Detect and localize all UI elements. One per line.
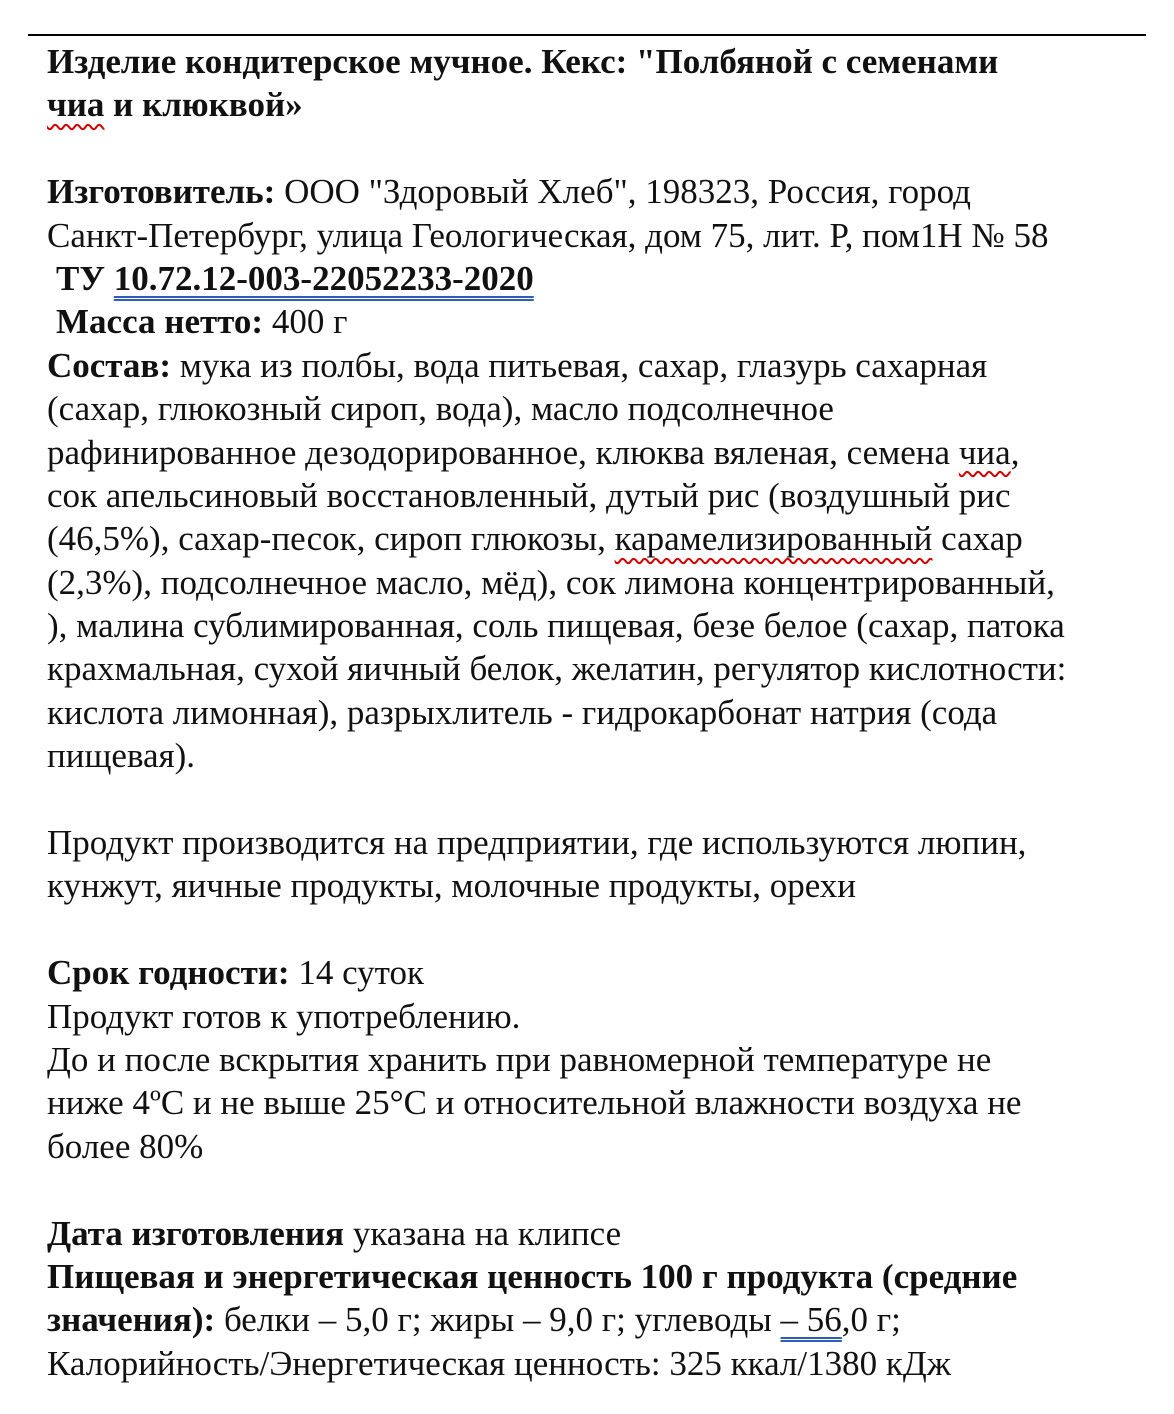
manufacturer-label: Изготовитель: xyxy=(47,172,276,212)
carbs-value-link[interactable]: – 56 xyxy=(780,1300,842,1340)
spacer xyxy=(47,1168,1162,1211)
storage-line-2: ниже 4ºС и не выше 25°С и относительной влажности воздуха не xyxy=(47,1083,1022,1123)
nutrition-values-end: ,0 г; xyxy=(841,1300,901,1340)
composition-label: Состав: xyxy=(47,345,171,385)
production-date-label: Дата изготовления xyxy=(47,1213,345,1253)
shelf-life-line xyxy=(47,951,1162,994)
composition-line-10: пищевая). xyxy=(47,736,196,776)
tu-code-link[interactable]: 10.72.12-003-22052233-2020 xyxy=(113,258,534,298)
composition-line-7: ), малина сублимированная, соль пищевая, безе белое (сахар, патока xyxy=(47,606,1065,646)
nutrition-label-line xyxy=(47,1255,1162,1298)
composition-line-9: кислота лимонная), разрыхлитель - гидрокарбонат натрия (сода xyxy=(47,692,998,732)
allergen-note-line-1: Продукт производится на предприятии, где используются люпин, xyxy=(47,823,1027,863)
net-mass-value: 400 г xyxy=(263,302,348,342)
shelf-life-label: Срок годности: xyxy=(47,953,290,993)
storage-line-3: более 80% xyxy=(47,1126,204,1166)
production-date-value: указана на клипсе xyxy=(344,1213,622,1253)
spellcheck-word-chia: чиа xyxy=(958,432,1011,472)
nutrition-label: Пищевая и энергетическая ценность 100 г продукта (средние xyxy=(47,1256,1018,1296)
allergen-note-line-2: кунжут, яичные продукты, молочные продукты, орехи xyxy=(47,866,856,906)
product-title-line-2 xyxy=(47,83,1162,126)
net-mass-line xyxy=(47,300,1162,343)
product-title-line-1: Изделие кондитерское мучное. Кекс: "Полбяной с семенами xyxy=(47,42,999,81)
spacer xyxy=(47,908,1162,951)
composition-line-2: (сахар, глюкозный сироп, вода), масло подсолнечное xyxy=(47,389,834,429)
spacer xyxy=(47,778,1162,821)
spellcheck-word-caramelized: карамелизированный xyxy=(614,519,933,559)
composition-text: , xyxy=(1010,432,1020,472)
composition-line-1 xyxy=(47,344,1162,387)
net-mass-label: Масса нетто: xyxy=(56,302,264,342)
shelf-life-value: 14 суток xyxy=(289,953,425,993)
tu-line xyxy=(47,257,1162,300)
ready-to-eat-line: Продукт готов к употреблению. xyxy=(47,996,521,1036)
composition-line-4: сок апельсиновый восстановленный, дутый рис (воздушный рис xyxy=(47,475,1011,515)
energy-value-line: Калорийность/Энергетическая ценность: 325 ккал/1380 кДж xyxy=(47,1343,951,1383)
product-label-document xyxy=(47,40,1162,1385)
spacer xyxy=(47,127,1162,170)
composition-line-8: крахмальная, сухой яичный белок, желатин, регулятор кислотности: xyxy=(47,649,1067,689)
composition-line-6: (2,3%), подсолнечное масло, мёд), сок лимона концентрированный, xyxy=(47,562,1055,602)
composition-line-5 xyxy=(47,517,1162,560)
tu-label: ТУ xyxy=(56,258,114,298)
top-border-line xyxy=(28,34,1146,36)
production-date-line xyxy=(47,1212,1162,1255)
composition-text: сахар xyxy=(932,519,1023,559)
nutrition-values: белки – 5,0 г; жиры – 9,0 г; углеводы xyxy=(215,1300,781,1340)
composition-text: рафинированное дезодорированное, клюква вяленая, семена xyxy=(47,432,959,472)
manufacturer-line-1 xyxy=(47,170,1162,213)
product-title-rest: и клюквой» xyxy=(104,85,303,125)
composition-text: (46,5%), сахар-песок, сироп глюкозы, xyxy=(47,519,615,559)
nutrition-values-line xyxy=(47,1298,1162,1341)
manufacturer-value: ООО "Здоровый Хлеб", 198323, Россия, город xyxy=(275,172,971,212)
composition-line-3 xyxy=(47,431,1162,474)
storage-line-1: До и после вскрытия хранить при равномерной температуре не xyxy=(47,1039,992,1079)
manufacturer-line-2: Санкт-Петербург, улица Геологическая, дом 75, лит. Р, пом1Н № 58 xyxy=(47,215,1049,255)
spellcheck-word-chia: чиа xyxy=(47,85,105,125)
nutrition-label-cont: значения): xyxy=(47,1300,216,1340)
composition-text: мука из полбы, вода питьевая, сахар, глазурь сахарная xyxy=(171,345,988,385)
